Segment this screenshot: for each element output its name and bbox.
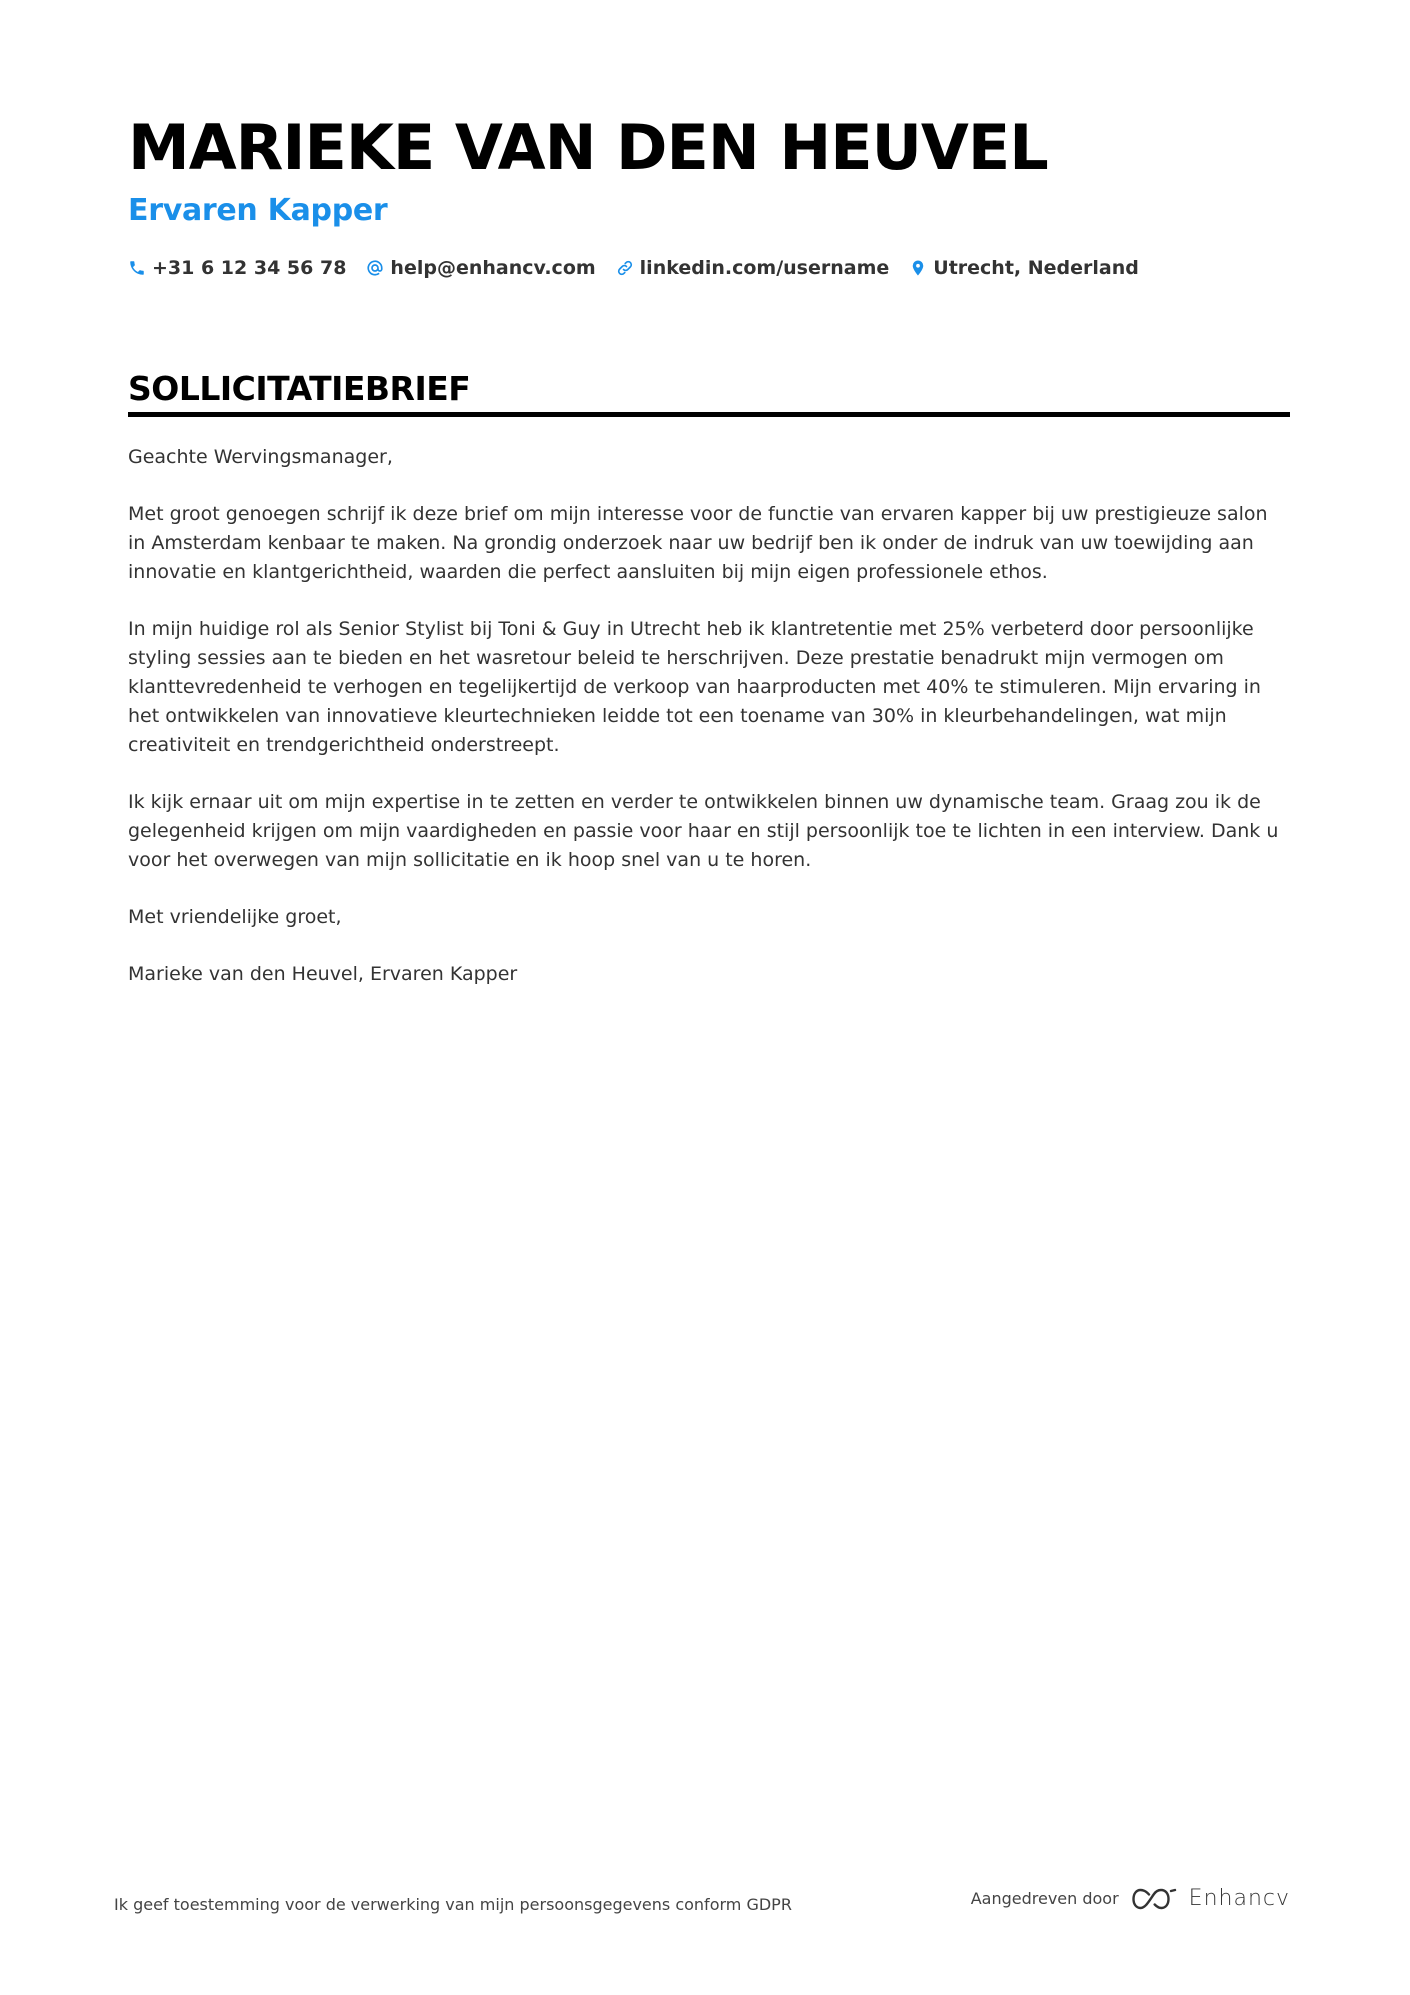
- paragraph-3: Ik kijk ernaar uit om mijn expertise in te zetten en verder te ontwikkelen binnen uw dynamische team. Graag zou ik de gelegenheid krijgen om mijn vaardigheden en passie voor haar en stijl persoonlijk toe te lichten in een interview. Dank u voor het overwegen van mijn sollicitatie en ik hoop snel van u te horen.: [128, 791, 1279, 871]
- link-icon: [616, 259, 634, 277]
- closing: Met vriendelijke groet,: [128, 906, 342, 928]
- phone-text: +31 6 12 34 56 78: [152, 257, 347, 279]
- applicant-name: MARIEKE VAN DEN HEUVEL: [128, 111, 1048, 184]
- section-title: SOLLICITATIEBRIEF: [128, 368, 1290, 417]
- contact-phone: [128, 254, 346, 282]
- job-title: Ervaren Kapper: [128, 193, 388, 228]
- header: [128, 112, 1288, 282]
- letter-body: [128, 443, 1290, 989]
- paragraph-1: Met groot genoegen schrijf ik deze brief om mijn interesse voor de functie van ervaren kapper bij uw prestigieuze salon in Amsterdam kenbaar te maken. Na grondig onderzoek naar uw bedrijf ben ik onder de indruk van uw toewijding aan innovatie en klantgerichtheid, waarden die perfect aansluiten bij mijn eigen professionele ethos.: [128, 503, 1268, 583]
- linkedin-link[interactable]: linkedin.com/username: [639, 257, 890, 279]
- contact-email[interactable]: [366, 254, 595, 282]
- letter-section: [128, 368, 1290, 1017]
- contact-bar: [128, 254, 1288, 282]
- at-icon: [366, 259, 384, 277]
- map-pin-icon: [909, 259, 927, 277]
- signature: Marieke van den Heuvel, Ervaren Kapper: [128, 963, 518, 985]
- brand-name: Enhancv: [1188, 1886, 1290, 1911]
- email-link[interactable]: help@enhancv.com: [390, 257, 596, 279]
- powered-by-label: Aangedreven door: [970, 1889, 1119, 1908]
- gdpr-consent: Ik geef toestemming voor de verwerking van mijn persoonsgegevens conform GDPR: [114, 1895, 792, 1914]
- contact-location: [909, 254, 1139, 282]
- powered-by[interactable]: [971, 1886, 1290, 1912]
- paragraph-2: In mijn huidige rol als Senior Stylist bij Toni & Guy in Utrecht heb ik klantretentie met 25% verbeterd door persoonlijke styling sessies aan te bieden en het wasretour beleid te herschrijven. Deze prestatie benadrukt mijn vermogen om klanttevredenheid te verhogen en tegelijkertijd de verkoop van haarproducten met 40% te stimuleren. Mijn ervaring in het ontwikkelen van innovatieve kleurtechnieken leidde tot een toename van 30% in kleurbehandelingen, wat mijn creativiteit en trendgerichtheid onderstreept.: [128, 618, 1261, 756]
- location-text: Utrecht, Nederland: [933, 257, 1139, 279]
- footer: [114, 1884, 1290, 1924]
- salutation: Geachte Wervingsmanager,: [128, 446, 393, 468]
- phone-icon: [128, 259, 146, 277]
- enhancv-logo-icon: [1131, 1887, 1177, 1911]
- contact-linkedin[interactable]: [616, 254, 890, 282]
